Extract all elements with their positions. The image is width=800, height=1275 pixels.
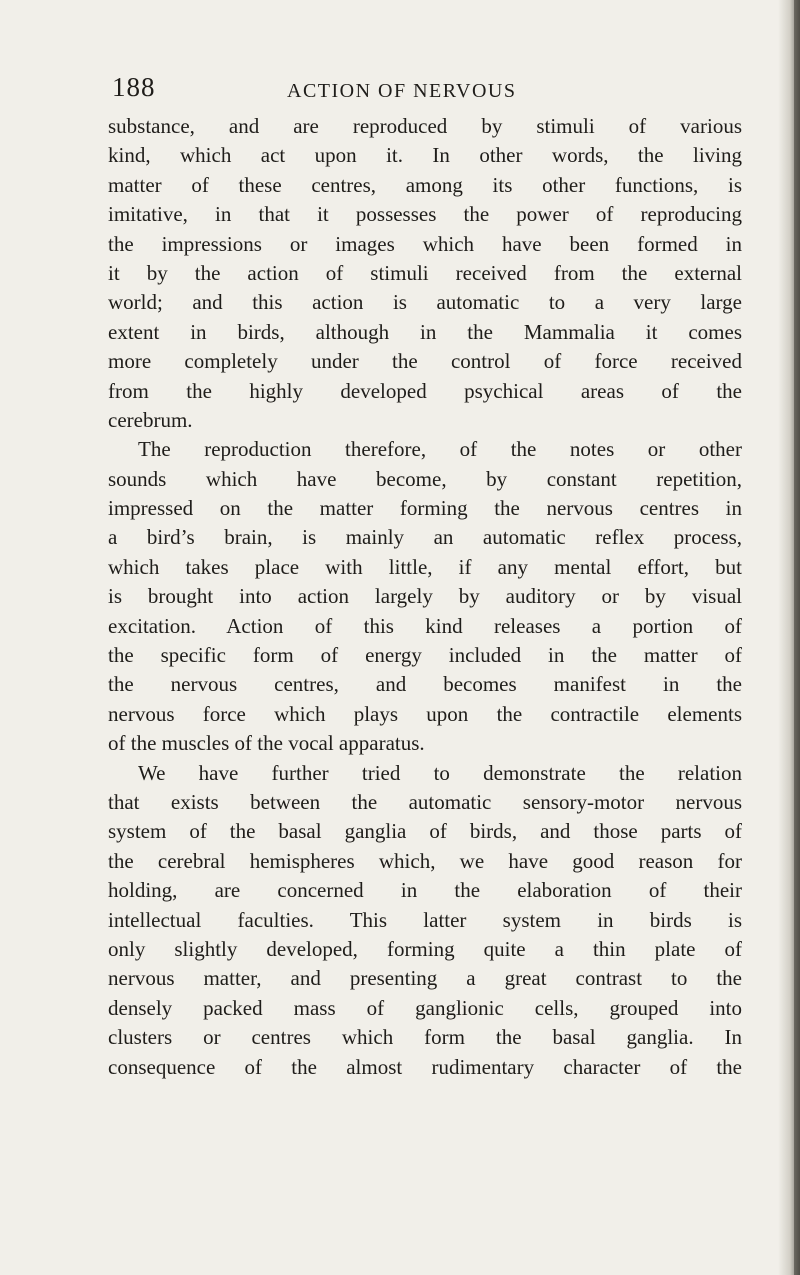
text-line: which takes place with little, if any mental effort, but	[108, 554, 742, 579]
text-line: cerebrum.	[108, 407, 193, 432]
running-head: ACTION OF NERVOUS	[287, 80, 517, 102]
text-line: substance, and are reproduced by stimuli of various	[108, 114, 742, 138]
text-line: The reproduction therefore, of the notes or other	[138, 437, 742, 462]
body-text	[108, 112, 742, 1082]
text-line: extent in birds, although in the Mammalia it comes	[108, 319, 742, 344]
text-line: is brought into action largely by auditory or by visual	[108, 584, 742, 609]
text-line: clusters or centres which form the basal ganglia. In	[108, 1025, 742, 1050]
text-line: system of the basal ganglia of birds, and those parts of	[108, 819, 742, 844]
text-line: nervous force which plays upon the contractile elements	[108, 701, 742, 726]
text-line: more completely under the control of force received	[108, 349, 742, 374]
text-line: nervous matter, and presenting a great contrast to the	[108, 966, 742, 991]
text-line: the impressions or images which have been formed in	[108, 231, 742, 256]
text-line: the specific form of energy included in the matter of	[108, 643, 742, 668]
text-line: the cerebral hemispheres which, we have good reason for	[108, 848, 742, 873]
text-line: the nervous centres, and becomes manifest in the	[108, 672, 742, 697]
text-line: consequence of the almost rudimentary character of the	[108, 1054, 742, 1079]
text-line: holding, are concerned in the elaboration of their	[108, 878, 742, 903]
text-line: it by the action of stimuli received from the external	[108, 260, 742, 285]
text-line: only slightly developed, forming quite a thin plate of	[108, 936, 742, 961]
text-line: excitation. Action of this kind releases a portion of	[108, 613, 742, 638]
text-line: from the highly developed psychical areas of the	[108, 378, 742, 403]
text-line: intellectual faculties. This latter system in birds is	[108, 907, 742, 932]
text-line: that exists between the automatic sensory-motor nervous	[108, 789, 742, 814]
text-line: of the muscles of the vocal apparatus.	[108, 731, 425, 756]
page-edge	[794, 0, 800, 1275]
text-line: sounds which have become, by constant repetition,	[108, 466, 742, 491]
text-line: We have further tried to demonstrate the relation	[138, 760, 742, 785]
text-line: world; and this action is automatic to a very large	[108, 290, 742, 315]
text-line: impressed on the matter forming the nervous centres in	[108, 496, 742, 521]
text-line: matter of these centres, among its other functions, is	[108, 172, 742, 197]
text-line: imitative, in that it possesses the power of reproducing	[108, 202, 742, 227]
page-number: 188	[112, 72, 156, 102]
text-line: densely packed mass of ganglionic cells, grouped into	[108, 995, 742, 1020]
text-line: a bird’s brain, is mainly an automatic reflex process,	[108, 525, 742, 550]
text-line: kind, which act upon it. In other words, the living	[108, 143, 742, 168]
